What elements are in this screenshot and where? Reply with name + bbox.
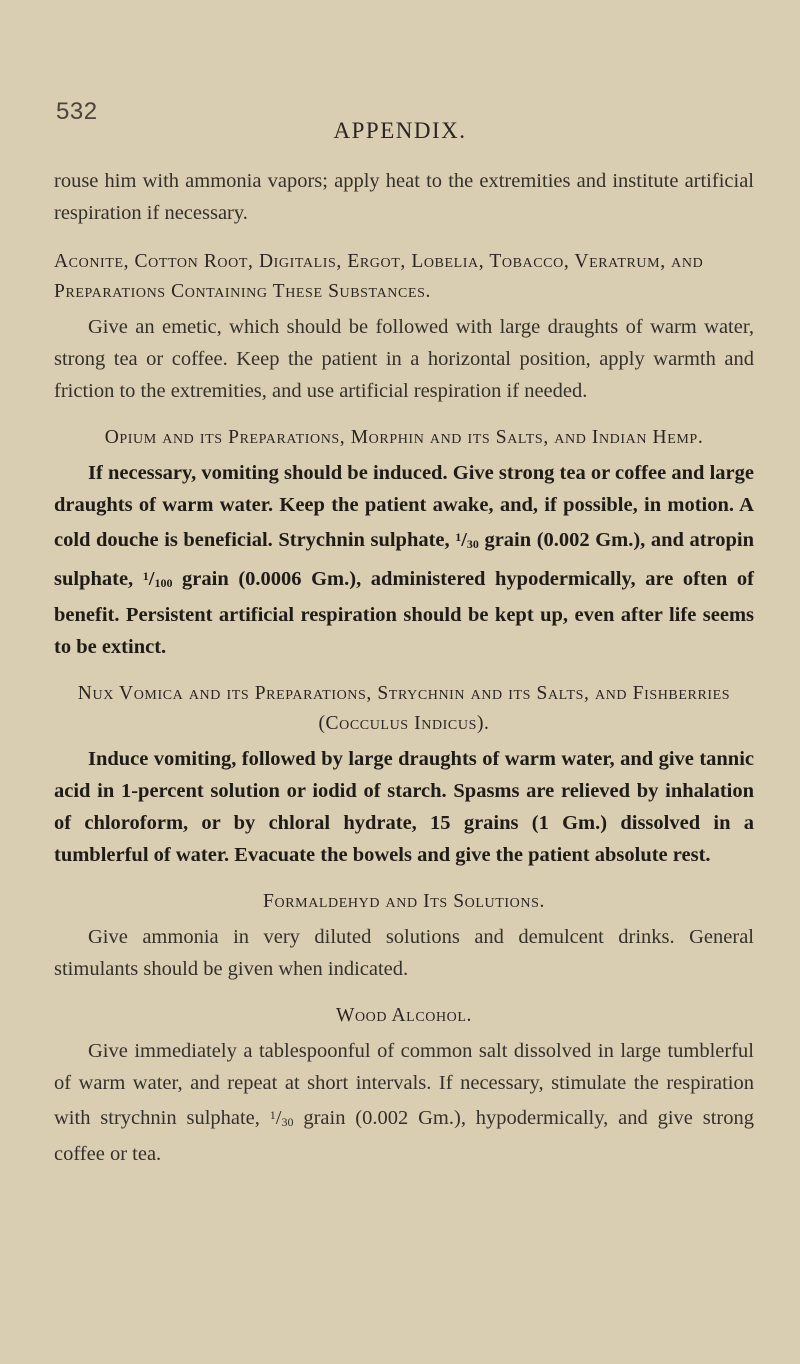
continuation-paragraph: rouse him with ammonia vapors; apply heat to the extremities and institute artificial respiration if necessary. xyxy=(54,170,754,224)
section-heading-opium: Opium and its Preparations, Morphin and its Salts, and Indian Hemp. xyxy=(104,427,704,448)
formaldehyd-paragraph: Give ammonia in very diluted solutions and demulcent drinks. General stimulants should be given when indicated. xyxy=(54,926,754,980)
fraction-denominator: 30 xyxy=(466,537,479,551)
fraction-numerator: 1 xyxy=(142,569,149,583)
page-content xyxy=(54,165,754,1170)
opium-text-2: grain (0.002 Gm.), and atropin sulphate, xyxy=(54,529,754,590)
aconite-paragraph: Give an emetic, which should be followed with large draughts of warm water, strong tea or coffee. Keep the patient in a horizontal position, apply warmth and friction to the extremities, and use artificial respiration if needed. xyxy=(54,316,754,402)
page-number: 532 xyxy=(56,98,98,125)
opium-text-3: grain (0.0006 Gm.), administered hypodermically, are often of benefit. Persistent artificial respiration should be kept up, even after life seems to be extinct. xyxy=(54,568,754,658)
section-heading-wood-alcohol: Wood Alcohol. xyxy=(335,1005,473,1026)
section-heading-formaldehyd: Formaldehyd and Its Solutions. xyxy=(263,891,545,912)
opium-text-1: If necessary, vomiting should be induced. Give strong tea or coffee and large draughts of warm water. Keep the patient awake, and, if possible, in motion. A cold douche is beneficial. Strychnin sulphate, xyxy=(54,462,754,551)
running-head: APPENDIX. xyxy=(333,118,467,143)
fraction-numerator: 1 xyxy=(269,1108,276,1122)
nux-vomica-paragraph: Induce vomiting, followed by large draughts of warm water, and give tannic acid in 1-percent solution or iodid of starch. Spasms are relieved by inhalation of chloroform, or by chloral hydrate, 15 grains (1 Gm.) dissolved in a tumblerful of water. Evacuate the bowels and give the patient absolute rest. xyxy=(54,748,754,866)
section-heading-aconite: Aconite, Cotton Root, Digitalis, Ergot, Lobelia, Tobacco, Veratrum, and Preparations Containing These Substances. xyxy=(54,251,704,302)
opium-paragraph: If necessary, vomiting should be induced. Give strong tea or coffee and large draughts of warm water. Keep the patient awake, and, if possible, in motion. A cold douche is beneficial. Strychnin sulphate, $^1/_{30}$ grain (0.002 Gm.), and atropin sulphate, $^1/_{100}$ grain (0.0006 Gm.), administered hypodermically, are often of benefit. Persistent artificial respiration should be kept up, even after life seems to be extinct. xyxy=(54,462,754,658)
wood-alcohol-paragraph: Give immediately a tablespoonful of common salt dissolved in large tumblerful of warm water, and repeat at short intervals. If necessary, stimulate the respiration with strychnin sulphate, $^1/_{30}$ grain (0.002 Gm.), hypodermically, and give strong coffee or tea. xyxy=(54,1040,754,1165)
wood-text-2: grain (0.002 Gm.), hypodermically, and give strong coffee or tea. xyxy=(54,1107,754,1165)
fraction-numerator: 1 xyxy=(455,530,462,544)
fraction-denominator: 100 xyxy=(154,576,173,590)
wood-text-1: Give immediately a tablespoonful of common salt dissolved in large tumblerful of warm water, and repeat at short intervals. If necessary, stimulate the respiration with strychnin sulphate, xyxy=(54,1040,754,1129)
fraction-denominator: 30 xyxy=(281,1115,294,1129)
section-heading-nux-vomica: Nux Vomica and its Preparations, Strychnin and its Salts, and Fishberries (Cocculus Indicus). xyxy=(77,683,731,734)
